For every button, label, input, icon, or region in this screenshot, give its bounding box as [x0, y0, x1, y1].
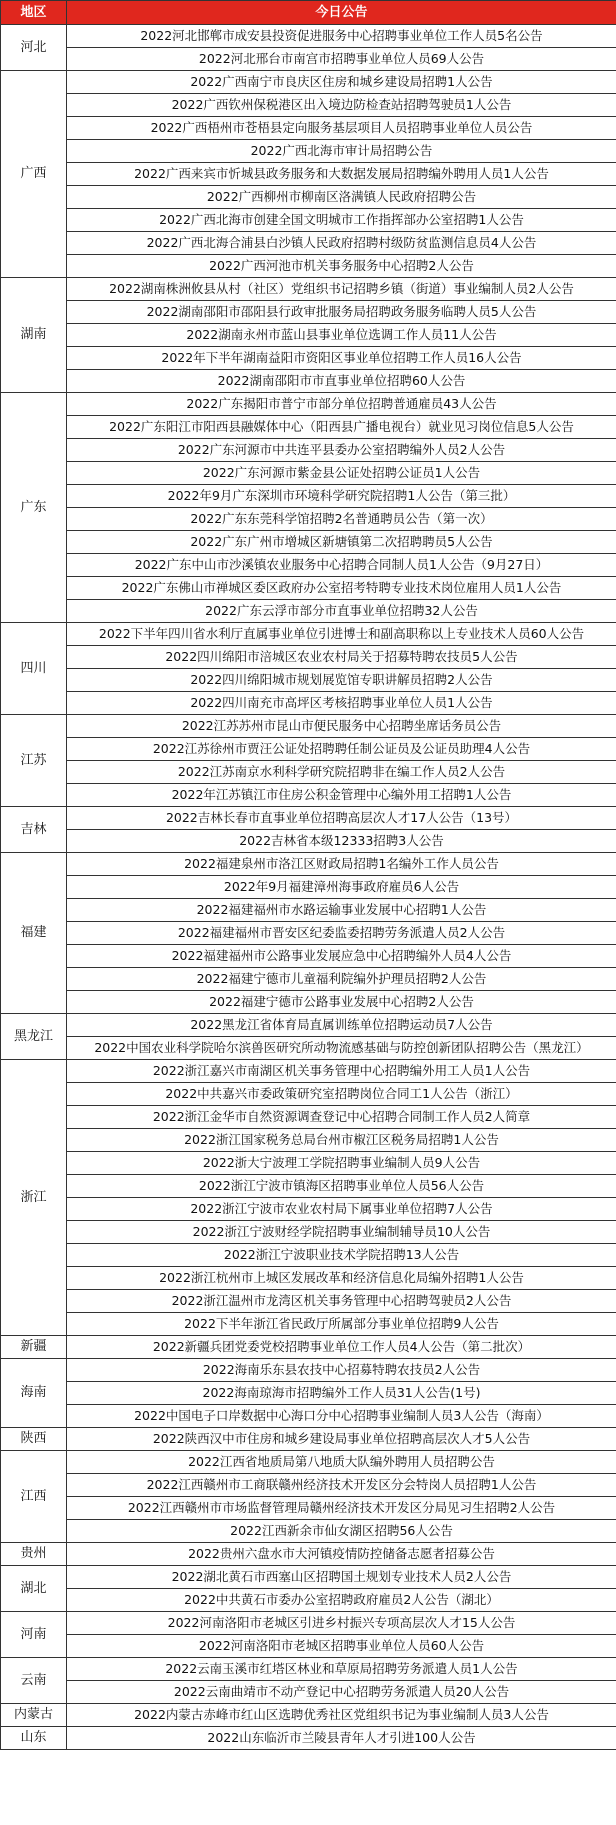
notice-link[interactable]: 2022广东河源市紫金县公证处招聘公证员1人公告 [202, 465, 481, 480]
notice-cell [67, 117, 616, 140]
notice-cell [67, 853, 616, 876]
table-row [1, 462, 616, 485]
table-row [1, 1727, 616, 1750]
table-row [1, 1129, 616, 1152]
notice-link[interactable]: 2022山东临沂市兰陵县青年人才引进100人公告 [207, 1730, 476, 1745]
notice-cell [67, 761, 616, 784]
table-row [1, 439, 616, 462]
notice-link[interactable]: 2022浙江杭州市上城区发展改革和经济信息化局编外招聘1人公告 [159, 1270, 524, 1285]
table-row [1, 1382, 616, 1405]
table-row [1, 876, 616, 899]
notice-cell [67, 807, 616, 830]
notice-link[interactable]: 2022年江苏镇江市住房公积金管理中心编外用工招聘1人公告 [171, 787, 512, 802]
notice-cell [67, 1566, 616, 1589]
notice-cell [67, 508, 616, 531]
notice-link[interactable]: 2022广东东莞科学馆招聘2名普通聘员公告（第一次） [190, 511, 493, 526]
table-row [1, 393, 616, 416]
notice-link[interactable]: 2022河北邢台市南宫市招聘事业单位人员69人公告 [198, 51, 485, 66]
table-row [1, 646, 616, 669]
notice-cell [67, 646, 616, 669]
notice-cell [67, 1152, 616, 1175]
notice-cell [67, 899, 616, 922]
region-cell: 陕西 [1, 1428, 67, 1451]
notice-cell [67, 1037, 616, 1060]
table-row [1, 1451, 616, 1474]
table-row [1, 117, 616, 140]
region-cell: 山东 [1, 1727, 67, 1750]
region-cell: 广东 [1, 393, 67, 623]
table-row [1, 738, 616, 761]
table-row [1, 209, 616, 232]
notice-cell [67, 1681, 616, 1704]
table-row [1, 784, 616, 807]
notice-cell [67, 71, 616, 94]
notice-link[interactable]: 2022广西钦州保税港区出入境边防检查站招聘驾驶员1人公告 [171, 97, 512, 112]
notices-column-header: 今日公告 [67, 1, 616, 25]
notice-cell [67, 945, 616, 968]
notice-cell [67, 232, 616, 255]
table-row [1, 1359, 616, 1382]
table-row [1, 1267, 616, 1290]
notice-link[interactable]: 2022江西新余市仙女湖区招聘56人公告 [230, 1523, 453, 1538]
table-row [1, 370, 616, 393]
table-row [1, 1566, 616, 1589]
notice-cell [67, 1428, 616, 1451]
table-row [1, 1612, 616, 1635]
table-row [1, 761, 616, 784]
notice-cell [67, 1359, 616, 1382]
notice-cell [67, 1635, 616, 1658]
notice-cell [67, 1520, 616, 1543]
table-row [1, 991, 616, 1014]
region-column-header: 地区 [1, 1, 67, 25]
table-row [1, 623, 616, 646]
table-row [1, 1244, 616, 1267]
table-row [1, 508, 616, 531]
table-row [1, 1635, 616, 1658]
notice-cell [67, 416, 616, 439]
notice-cell [67, 1244, 616, 1267]
notice-cell [67, 1129, 616, 1152]
table-row [1, 140, 616, 163]
notice-link[interactable]: 2022广西北海合浦县白沙镇人民政府招聘村级防贫监测信息员4人公告 [146, 235, 537, 250]
notice-cell [67, 485, 616, 508]
notice-link[interactable]: 2022云南玉溪市红塔区林业和草原局招聘劳务派遣人员1人公告 [165, 1661, 518, 1676]
notice-link[interactable]: 2022中国电子口岸数据中心海口分中心招聘事业编制人员3人公告（海南） [134, 1408, 549, 1423]
table-row [1, 1658, 616, 1681]
notice-link[interactable]: 2022广东广州市增城区新塘镇第二次招聘聘员5人公告 [190, 534, 493, 549]
notice-cell [67, 1727, 616, 1750]
notice-link[interactable]: 2022广东阳江市阳西县融媒体中心（阳西县广播电视台）就业见习岗位信息5人公告 [109, 419, 574, 434]
notice-link[interactable]: 2022内蒙古赤峰市红山区选聘优秀社区党组织书记为事业编制人员3人公告 [134, 1707, 549, 1722]
notice-link[interactable]: 2022贵州六盘水市大河镇疫情防控储备志愿者招募公告 [188, 1546, 495, 1561]
notice-link[interactable]: 2022黑龙江省体育局直属训练单位招聘运动员7人公告 [190, 1017, 493, 1032]
notice-link[interactable]: 2022浙江国家税务总局台州市椒江区税务局招聘1人公告 [184, 1132, 499, 1147]
region-cell: 湖北 [1, 1566, 67, 1612]
notice-link[interactable]: 2022浙江宁波市农业农村局下属事业单位招聘7人公告 [190, 1201, 493, 1216]
notice-link[interactable]: 2022中国农业科学院哈尔滨兽医研究所动物流感基础与防控创新团队招聘公告（黑龙江） [94, 1040, 589, 1055]
notice-link[interactable]: 2022广东河源市中共连平县委办公室招聘编外人员2人公告 [177, 442, 506, 457]
region-cell: 江苏 [1, 715, 67, 807]
notice-cell [67, 991, 616, 1014]
notice-cell [67, 600, 616, 623]
notice-link[interactable]: 2022年9月广东深圳市环境科学研究院招聘1人公告（第三批） [167, 488, 516, 503]
table-row [1, 324, 616, 347]
region-cell: 河北 [1, 25, 67, 71]
notice-cell [67, 1221, 616, 1244]
notice-cell [67, 1014, 616, 1037]
notice-cell [67, 370, 616, 393]
notice-link[interactable]: 2022四川绵阳城市规划展览馆专职讲解员招聘2人公告 [190, 672, 493, 687]
table-row [1, 600, 616, 623]
notice-cell [67, 324, 616, 347]
notice-link[interactable]: 2022新疆兵团党委党校招聘事业单位工作人员4人公告（第二批次） [152, 1339, 531, 1354]
notice-link[interactable]: 2022吉林长春市直事业单位招聘高层次人才17人公告（13号） [165, 810, 518, 825]
table-row [1, 1221, 616, 1244]
table-row [1, 807, 616, 830]
table-row [1, 1336, 616, 1359]
notice-link[interactable]: 2022湖南邵阳市市直事业单位招聘60人公告 [217, 373, 466, 388]
region-cell: 广西 [1, 71, 67, 278]
table-row [1, 853, 616, 876]
notice-cell [67, 738, 616, 761]
notice-cell [67, 1290, 616, 1313]
notice-link[interactable]: 2022江西省地质局第八地质大队编外聘用人员招聘公告 [188, 1454, 495, 1469]
table-row [1, 1474, 616, 1497]
notice-link[interactable]: 2022年9月福建漳州海事政府雇员6人公告 [223, 879, 460, 894]
notice-cell [67, 623, 616, 646]
notice-link[interactable]: 2022江苏徐州市贾汪公证处招聘聘任制公证员及公证员助理4人公告 [152, 741, 531, 756]
table-row [1, 1520, 616, 1543]
table-row [1, 25, 616, 48]
notice-link[interactable]: 2022浙江温州市龙湾区机关事务管理中心招聘驾驶员2人公告 [171, 1293, 512, 1308]
notice-link[interactable]: 2022福建福州市晋安区纪委监委招聘劳务派遣人员2人公告 [177, 925, 506, 940]
notice-link[interactable]: 2022下半年浙江省民政厅所属部分事业单位招聘9人公告 [184, 1316, 499, 1331]
table-row [1, 554, 616, 577]
table-row [1, 48, 616, 71]
region-cell: 四川 [1, 623, 67, 715]
notice-link[interactable]: 2022海南乐东县农技中心招募特聘农技员2人公告 [202, 1362, 481, 1377]
notice-link[interactable]: 2022陕西汉中市住房和城乡建设局事业单位招聘高层次人才5人公告 [152, 1431, 531, 1446]
notice-cell [67, 462, 616, 485]
notice-link[interactable]: 2022湖南邵阳市邵阳县行政审批服务局招聘政务服务临聘人员5人公告 [146, 304, 537, 319]
notice-link[interactable]: 2022广东中山市沙溪镇农业服务中心招聘合同制人员1人公告（9月27日） [134, 557, 549, 572]
table-row [1, 1037, 616, 1060]
notice-cell [67, 278, 616, 301]
notice-link[interactable]: 2022湖北黄石市西塞山区招聘国土规划专业技术人员2人公告 [171, 1569, 512, 1584]
notice-cell [67, 1198, 616, 1221]
region-cell: 内蒙古 [1, 1704, 67, 1727]
region-cell: 福建 [1, 853, 67, 1014]
table-row [1, 692, 616, 715]
table-row [1, 1681, 616, 1704]
notice-link[interactable]: 2022四川南充市高坪区考核招聘事业单位人员1人公告 [190, 695, 493, 710]
notice-link[interactable]: 2022广东佛山市禅城区委区政府办公室招考特聘专业技术岗位雇用人员1人公告 [121, 580, 562, 595]
notice-link[interactable]: 2022浙大宁波理工学院招聘事业编制人员9人公告 [202, 1155, 481, 1170]
table-row [1, 416, 616, 439]
notice-link[interactable]: 2022江西赣州市工商联赣州经济技术开发区分会特岗人员招聘1人公告 [146, 1477, 537, 1492]
notice-cell [67, 715, 616, 738]
notice-cell [67, 347, 616, 370]
notice-cell [67, 1497, 616, 1520]
notice-cell [67, 1267, 616, 1290]
table-row [1, 577, 616, 600]
table-row [1, 899, 616, 922]
notice-link[interactable]: 2022广东云浮市部分市直事业单位招聘32人公告 [205, 603, 478, 618]
notice-cell [67, 1451, 616, 1474]
notice-cell [67, 1589, 616, 1612]
notice-cell [67, 1175, 616, 1198]
table-row [1, 301, 616, 324]
notice-link[interactable]: 2022中共黄石市委办公室招聘政府雇员2人公告（湖北） [184, 1592, 499, 1607]
notice-link[interactable]: 2022江苏南京水利科学研究院招聘非在编工作人员2人公告 [177, 764, 506, 779]
table-body [1, 25, 616, 1750]
notice-cell [67, 301, 616, 324]
notice-cell [67, 209, 616, 232]
notice-link[interactable]: 2022四川绵阳市涪城区农业农村局关于招募特聘农技员5人公告 [165, 649, 518, 664]
table-row [1, 1060, 616, 1083]
region-cell: 江西 [1, 1451, 67, 1543]
notice-link[interactable]: 2022河南洛阳市老城区招聘事业单位人员60人公告 [198, 1638, 485, 1653]
table-row [1, 968, 616, 991]
notice-link[interactable]: 2022江苏苏州市昆山市便民服务中心招聘坐席话务员公告 [181, 718, 502, 733]
notice-link[interactable]: 2022广西北海市创建全国文明城市工作指挥部办公室招聘1人公告 [159, 212, 524, 227]
table-row [1, 232, 616, 255]
table-row [1, 922, 616, 945]
table-row [1, 1198, 616, 1221]
notice-link[interactable]: 2022湖南株洲攸县从村（社区）党组织书记招聘乡镇（街道）事业编制人员2人公告 [109, 281, 574, 296]
table-row [1, 1428, 616, 1451]
notice-cell [67, 968, 616, 991]
notice-cell [67, 1543, 616, 1566]
notice-link[interactable]: 2022江西赣州市市场监督管理局赣州经济技术开发区分局见习生招聘2人公告 [127, 1500, 556, 1515]
region-cell: 浙江 [1, 1060, 67, 1336]
table-row [1, 1405, 616, 1428]
notice-link[interactable]: 2022浙江嘉兴市南湖区机关事务管理中心招聘编外用工人员1人公告 [152, 1063, 531, 1078]
notice-link[interactable]: 2022吉林省本级12333招聘3人公告 [239, 833, 444, 848]
table-row [1, 278, 616, 301]
region-cell: 黑龙江 [1, 1014, 67, 1060]
table-row [1, 1175, 616, 1198]
notice-cell [67, 922, 616, 945]
notice-cell [67, 1658, 616, 1681]
notice-cell [67, 1083, 616, 1106]
notice-link[interactable]: 2022福建福州市公路事业发展应急中心招聘编外人员4人公告 [171, 948, 512, 963]
notice-link[interactable]: 2022浙江宁波市镇海区招聘事业单位人员56人公告 [198, 1178, 485, 1193]
table-row [1, 485, 616, 508]
notice-link[interactable]: 2022福建福州市水路运输事业发展中心招聘1人公告 [196, 902, 487, 917]
notice-cell [67, 163, 616, 186]
table-row [1, 186, 616, 209]
notice-cell [67, 1704, 616, 1727]
table-row [1, 347, 616, 370]
notice-cell [67, 692, 616, 715]
notice-link[interactable]: 2022福建泉州市洛江区财政局招聘1名编外工作人员公告 [184, 856, 499, 871]
notice-cell [67, 1382, 616, 1405]
notice-cell [67, 1336, 616, 1359]
region-cell: 吉林 [1, 807, 67, 853]
notice-link[interactable]: 2022湖南永州市蓝山县事业单位选调工作人员11人公告 [186, 327, 497, 342]
region-cell: 河南 [1, 1612, 67, 1658]
table-row [1, 945, 616, 968]
table-row [1, 1589, 616, 1612]
notice-link[interactable]: 2022中共嘉兴市委政策研究室招聘岗位合同工1人公告（浙江） [165, 1086, 518, 1101]
notice-cell [67, 255, 616, 278]
notice-link[interactable]: 2022广西梧州市苍梧县定向服务基层项目人员招聘事业单位人员公告 [150, 120, 533, 135]
notice-link[interactable]: 2022福建宁德市公路事业发展中心招聘2人公告 [209, 994, 474, 1009]
notice-link[interactable]: 2022云南曲靖市不动产登记中心招聘劳务派遣人员20人公告 [173, 1684, 510, 1699]
table-row [1, 531, 616, 554]
notice-link[interactable]: 2022年下半年湖南益阳市资阳区事业单位招聘工作人员16人公告 [161, 350, 522, 365]
notice-link[interactable]: 2022浙江金华市自然资源调查登记中心招聘合同制工作人员2人简章 [152, 1109, 531, 1124]
region-cell: 海南 [1, 1359, 67, 1428]
header-row [1, 1, 616, 25]
notice-link[interactable]: 2022浙江宁波职业技术学院招聘13人公告 [223, 1247, 460, 1262]
notice-link[interactable]: 2022广西北海市审计局招聘公告 [250, 143, 433, 158]
notice-cell [67, 669, 616, 692]
table-row [1, 1313, 616, 1336]
notice-cell [67, 554, 616, 577]
notice-cell [67, 1313, 616, 1336]
region-cell: 新疆 [1, 1336, 67, 1359]
notice-cell [67, 186, 616, 209]
table-row [1, 830, 616, 853]
table-row [1, 163, 616, 186]
notice-cell [67, 531, 616, 554]
notice-cell [67, 577, 616, 600]
notice-cell [67, 830, 616, 853]
notice-cell [67, 140, 616, 163]
notice-link[interactable]: 2022河南洛阳市老城区引进乡村振兴专项高层次人才15人公告 [167, 1615, 516, 1630]
notice-cell [67, 1106, 616, 1129]
notice-link[interactable]: 2022下半年四川省水利厅直属事业单位引进博士和副高职称以上专业技术人员60人公告 [98, 626, 585, 641]
table-row [1, 1704, 616, 1727]
notice-link[interactable]: 2022广西柳州市柳南区洛满镇人民政府招聘公告 [206, 189, 477, 204]
region-cell: 湖南 [1, 278, 67, 393]
table-row [1, 1014, 616, 1037]
table-row [1, 1543, 616, 1566]
table-row [1, 715, 616, 738]
notice-link[interactable]: 2022广西南宁市良庆区住房和城乡建设局招聘1人公告 [190, 74, 493, 89]
notice-link[interactable]: 2022浙江宁波财经学院招聘事业编制辅导员10人公告 [192, 1224, 491, 1239]
notice-link[interactable]: 2022福建宁德市儿童福利院编外护理员招聘2人公告 [196, 971, 487, 986]
region-cell: 贵州 [1, 1543, 67, 1566]
notice-cell [67, 1612, 616, 1635]
notice-link[interactable]: 2022广东揭阳市普宁市部分单位招聘普通雇员43人公告 [186, 396, 497, 411]
table-row [1, 1152, 616, 1175]
table-row [1, 94, 616, 117]
notice-cell [67, 48, 616, 71]
notice-cell [67, 1060, 616, 1083]
notice-cell [67, 393, 616, 416]
notice-link[interactable]: 2022河北邯郸市成安县投资促进服务中心招聘事业单位工作人员5名公告 [140, 28, 543, 43]
notice-cell [67, 876, 616, 899]
table-row [1, 669, 616, 692]
notice-link[interactable]: 2022海南琼海市招聘编外工作人员31人公告(1号) [202, 1385, 481, 1400]
notice-cell [67, 784, 616, 807]
notice-cell [67, 439, 616, 462]
table-row [1, 1106, 616, 1129]
table-row [1, 255, 616, 278]
region-cell: 云南 [1, 1658, 67, 1704]
notice-cell [67, 1474, 616, 1497]
notice-cell [67, 25, 616, 48]
table-row [1, 1497, 616, 1520]
table-row [1, 1083, 616, 1106]
notice-cell [67, 1405, 616, 1428]
notice-link[interactable]: 2022广西来宾市忻城县政务服务和大数据发展局招聘编外聘用人员1人公告 [134, 166, 549, 181]
notice-cell [67, 94, 616, 117]
table-row [1, 1290, 616, 1313]
table-row [1, 71, 616, 94]
notice-link[interactable]: 2022广西河池市机关事务服务中心招聘2人公告 [209, 258, 474, 273]
